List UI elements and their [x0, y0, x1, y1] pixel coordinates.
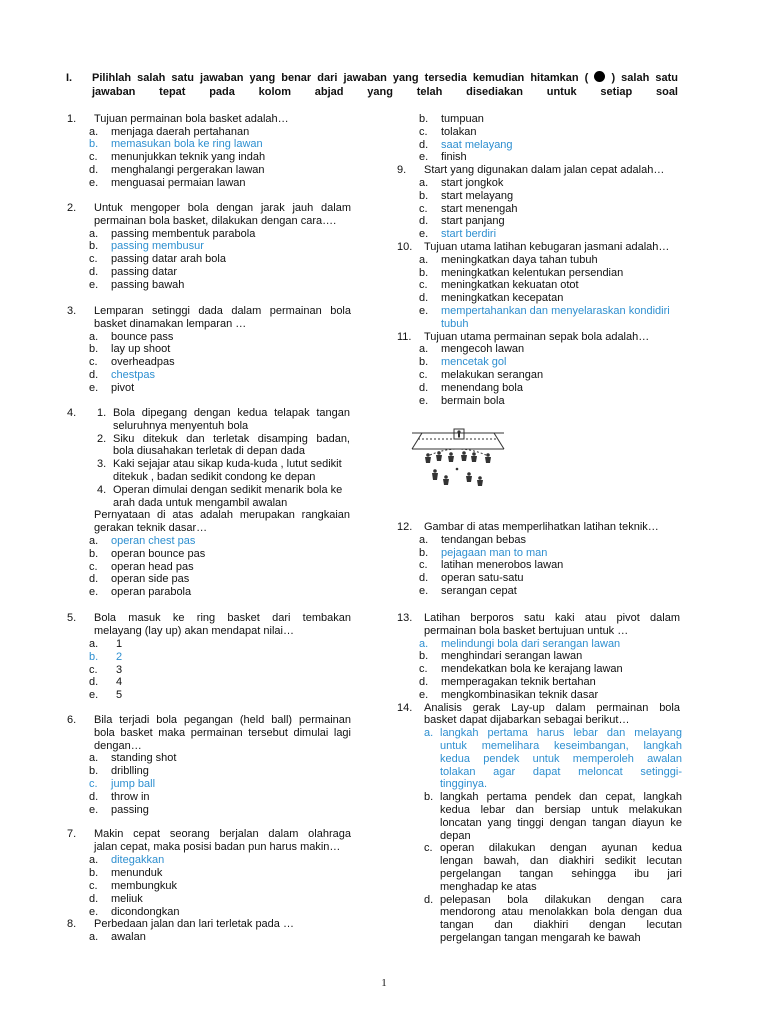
question-text-line-2: melayang (lay up) akan mendapat nilai…	[94, 624, 294, 637]
question-number: 3.	[67, 305, 77, 317]
statement-4-line-1: Operan dimulai dengan sedikit menarik bola ke	[113, 483, 343, 496]
statement-4-line-2: arah dada untuk mengambil awalan	[113, 496, 288, 509]
statement-1-line-1: Bola dipegang dengan kedua telapak tangan	[113, 407, 350, 419]
question-text-line-1: Bola masuk ke ring basket dari tembakan	[94, 612, 351, 624]
question-text-line-2: gerakan teknik dasar…	[94, 522, 208, 535]
question-number: 1.	[67, 113, 77, 125]
question-text: Start yang digunakan dalam jalan cepat adalah…	[424, 164, 665, 177]
question-text: Tujuan permainan bola basket adalah…	[94, 113, 289, 125]
question-text-line-2: basket dapat dijabarkan sebagai berikut…	[424, 714, 630, 727]
option-14c[interactable]: c. operan dilakukan dengan ayunan kedua lengan bawah, dan diakhiri sedikit lecutan pergelangan tangan sehingga ibu jari menghadap ke atas	[424, 842, 682, 893]
question-text-line-1: Analisis gerak Lay-up dalam permainan bola	[424, 701, 680, 714]
question-text-line-2: basket dinamakan lemparan …	[94, 317, 247, 330]
question-number: 8.	[67, 918, 77, 931]
question-text-line-1: Makin cepat seorang berjalan dalam olahraga	[94, 828, 351, 840]
football-training-illustration	[408, 425, 508, 489]
question-number: 2.	[67, 202, 77, 214]
question-number: 7.	[67, 828, 77, 840]
question-text-line-1: Untuk mengoper bola dengan jarak jauh dalam	[94, 202, 351, 214]
question-number: 5.	[67, 612, 77, 624]
page-number: 1	[381, 977, 387, 989]
question-text: Gambar di atas memperlihatkan latihan teknik…	[424, 521, 659, 533]
question-text-line-2: bola basket maka permainan tersebut dimulai lagi	[94, 726, 351, 739]
statement-3-line-1: Kaki sejajar atau sikap kuda-kuda , lutut sedikit	[113, 458, 342, 471]
question-text: Tujuan utama permainan sepak bola adalah…	[424, 330, 650, 343]
question-number: 4.	[67, 407, 77, 419]
question-text-line-1: Bila terjadi bola pegangan (held ball) permainan	[94, 714, 351, 726]
question-text-line-1: Lemparan setinggi dada dalam permainan bola	[94, 305, 351, 317]
question-text-line-1: Pernyataan di atas adalah merupakan rangkaian	[94, 509, 350, 522]
question-number: 11.	[397, 330, 412, 343]
option-14a[interactable]: a. langkah pertama harus lebar dan melayang untuk memelihara keseimbangan, langkah kedua pendek untuk memperoleh awalan tolakan agar dapat meloncat setinggi- tingginya.	[424, 727, 682, 791]
section-number: I.	[66, 72, 73, 84]
option-14b[interactable]: b. langkah pertama pendek dan cepat, langkah kedua lebar dan bersiap untuk melakukan loncatan yang tinggi dengan tangan diayun ke depan	[424, 791, 682, 842]
statement-2-line-1: Siku ditekuk dan terletak disamping badan,	[113, 432, 350, 445]
statement-2-line-2: bola diusahakan terletak di depan dada	[113, 445, 306, 458]
statement-3-line-2: ditekuk , badan sedikit condong ke depan	[113, 471, 316, 483]
option-14d[interactable]: d. pelepasan bola dilakukan dengan cara mendorong atau menolakkan bola dengan dua tangan dan diakhiri dengan lecutan pergelangan tangan mengarah ke bawah	[424, 893, 682, 944]
question-text-line-3: dengan…	[94, 739, 142, 752]
question-text-line-2: jalan cepat, maka posisi badan pun harus makin…	[94, 840, 341, 853]
filled-circle-icon	[594, 71, 605, 82]
question-4: 4. 1. Bola dipegang dengan kedua telapak tangan seluruhnya menyentuh bola 2. Siku ditekuk dan terletak disamping badan, bola diusahakan terletak di depan dada 3. Kaki sejajar atau sikap kuda-kuda , lutut sedikit ditekuk , badan sedikit condong ke depan 4. Operan dimulai dengan sedikit menarik bola ke arah dada untuk mengambil awalan Pernyataan di atas adalah merupakan rangkaian gerakan teknik dasar…	[67, 407, 350, 535]
question-number: 13.	[397, 612, 413, 624]
question-text-line-2: permainan bola basket, dilakukan dengan cara….	[94, 214, 337, 227]
instruction-line-2: jawaban tepat pada kolom abjad yang telah disediakan untuk setiap soal	[92, 86, 678, 98]
question-number: 14.	[397, 701, 413, 714]
question-number: 12.	[397, 521, 413, 533]
statement-1-line-2: seluruhnya menyentuh bola	[113, 419, 249, 432]
instruction-line-1: Pilihlah salah satu jawaban yang benar dari jawaban yang tersedia kemudian hitamkan ( ) salah satu	[92, 72, 678, 84]
question-text: Tujuan utama latihan kebugaran jasmani adalah…	[424, 241, 670, 253]
question-number: 9.	[397, 164, 407, 177]
question-text-line-2: permainan bola basket bertujuan untuk …	[424, 624, 629, 637]
question-text-line-1: Latihan berporos satu kaki atau pivot dalam	[424, 612, 680, 624]
question-number: 6.	[67, 714, 77, 726]
question-text: Perbedaan jalan dan lari terletak pada …	[94, 918, 294, 931]
question-number: 10.	[397, 241, 413, 253]
